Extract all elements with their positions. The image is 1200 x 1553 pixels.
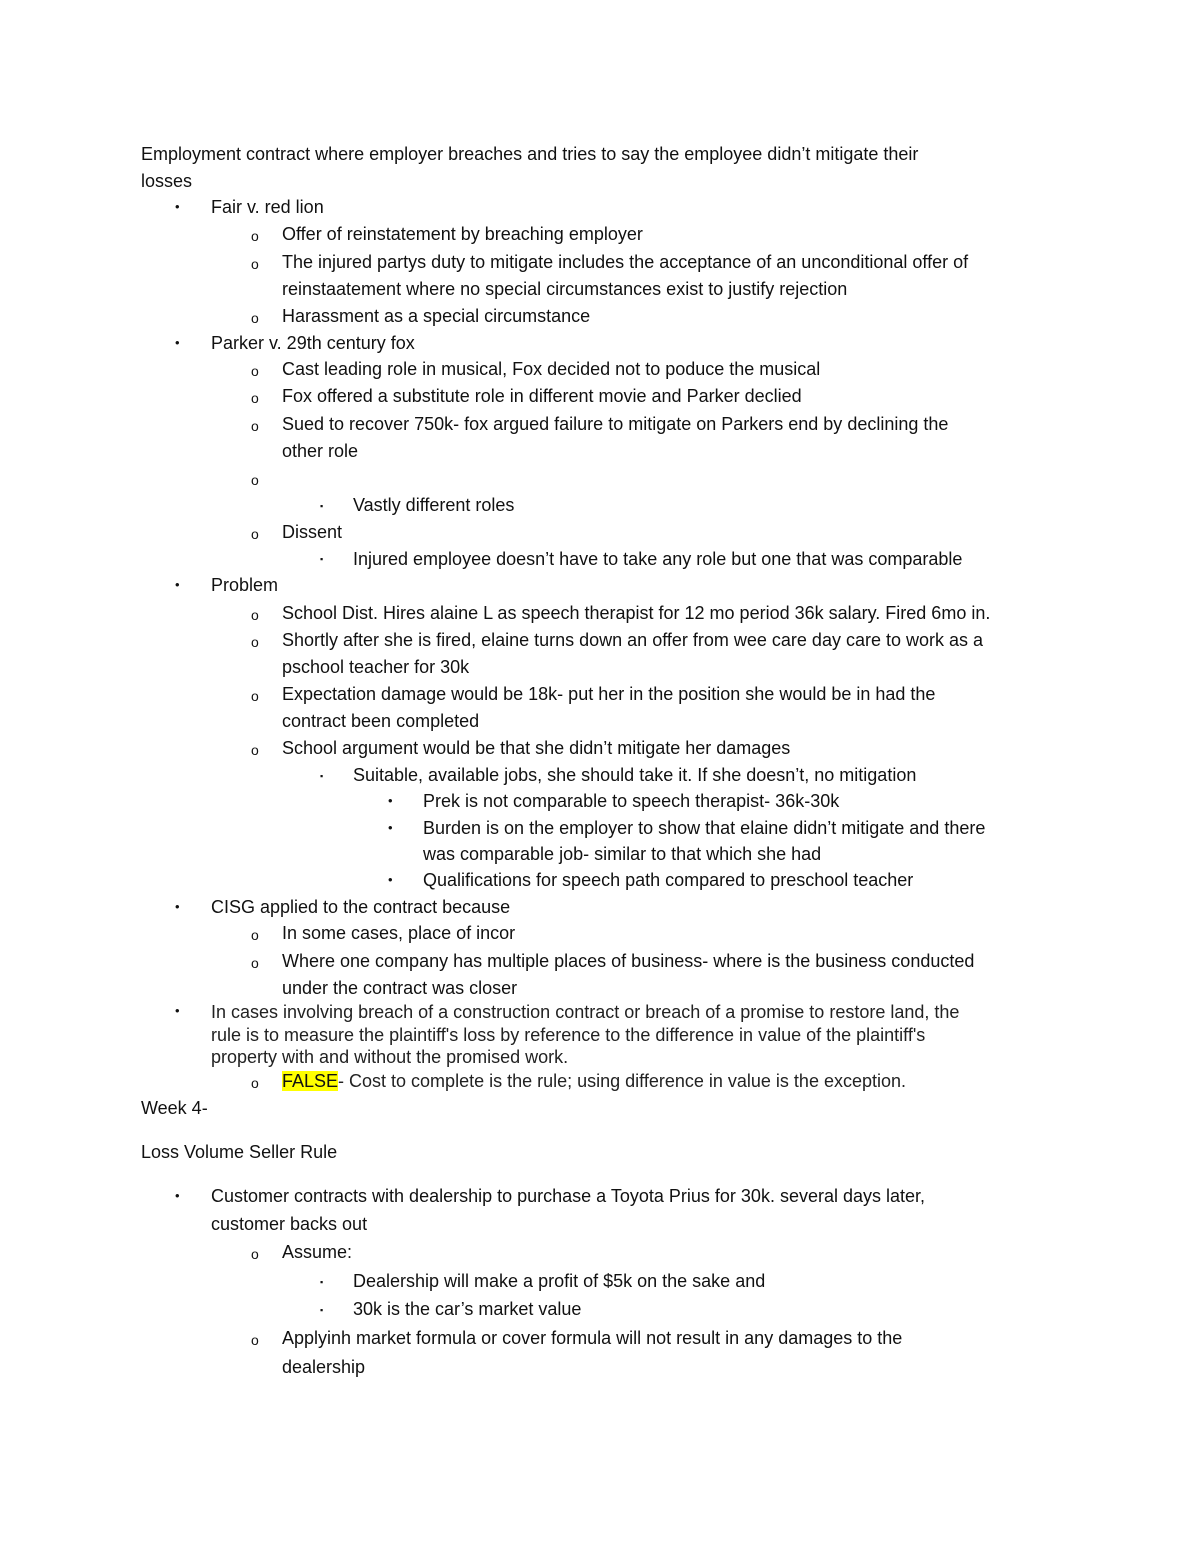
problem-point-2b: pschool teacher for 30k — [282, 657, 470, 677]
problem-detail-1: Prek is not comparable to speech therapist- 36k-30k — [423, 791, 840, 811]
bullet-circle-icon: o — [251, 418, 259, 434]
loss-volume-point-1a: Customer contracts with dealership to purchase a Toyota Prius for 30k. several days later, — [211, 1186, 926, 1206]
bullet-square-icon: ▪ — [320, 501, 324, 511]
problem-point-4: School argument would be that she didn’t mitigate her damages — [282, 738, 791, 758]
bullet-circle-icon: o — [251, 742, 259, 758]
fair-point-1: Offer of reinstatement by breaching employer — [282, 224, 643, 244]
answer-highlight: FALSE — [282, 1071, 339, 1091]
cisg-title: CISG applied to the contract because — [211, 897, 511, 917]
bullet-circle-icon: o — [251, 228, 259, 244]
problem-point-3b: contract been completed — [282, 711, 480, 731]
bullet-circle-icon: o — [251, 363, 259, 379]
loss-volume-assume: Assume: — [282, 1242, 353, 1262]
bullet-square-icon: ▪ — [320, 771, 324, 781]
bullet-circle-icon: o — [251, 955, 259, 971]
fair-point-2b: reinstaatement where no special circumstances exist to justify rejection — [282, 279, 848, 299]
fair-point-2a: The injured partys duty to mitigate includes the acceptance of an unconditional offer of — [282, 252, 969, 272]
construction-line-1: In cases involving breach of a construction contract or breach of a promise to restore land, the — [211, 1002, 960, 1022]
bullet-circle-icon: o — [251, 607, 259, 623]
bullet-dot-icon: • — [388, 820, 393, 835]
bullet-dot-icon: • — [175, 1003, 180, 1018]
loss-volume-apply-b: dealership — [282, 1357, 366, 1377]
cisg-point-1: In some cases, place of incor — [282, 923, 516, 943]
bullet-dot-icon: • — [388, 793, 393, 808]
bullet-circle-icon: o — [251, 472, 259, 488]
parker-sub-point: Vastly different roles — [353, 495, 515, 515]
loss-volume-assume-1: Dealership will make a profit of $5k on the sake and — [353, 1271, 766, 1291]
construction-line-3: property with and without the promised work. — [211, 1047, 569, 1067]
bullet-dot-icon: • — [175, 335, 180, 350]
bullet-circle-icon: o — [251, 1246, 259, 1262]
bullet-circle-icon: o — [251, 310, 259, 326]
problem-detail-3: Qualifications for speech path compared to preschool teacher — [423, 870, 914, 890]
parker-point-3b: other role — [282, 441, 359, 461]
bullet-square-icon: ▪ — [320, 1277, 324, 1287]
cisg-point-2b: under the contract was closer — [282, 978, 518, 998]
bullet-circle-icon: o — [251, 634, 259, 650]
week-heading: Week 4- — [141, 1098, 208, 1118]
bullet-circle-icon: o — [251, 256, 259, 272]
parker-point-3a: Sued to recover 750k- fox argued failure to mitigate on Parkers end by declining the — [282, 414, 949, 434]
construction-line-2: rule is to measure the plaintiff's loss by reference to the difference in value of the plaintiff's — [211, 1025, 926, 1045]
answer-text: - Cost to complete is the rule; using difference in value is the exception. — [338, 1071, 907, 1091]
bullet-dot-icon: • — [175, 1188, 180, 1203]
loss-volume-heading: Loss Volume Seller Rule — [141, 1142, 338, 1162]
problem-sub-point: Suitable, available jobs, she should take it. If she doesn’t, no mitigation — [353, 765, 917, 785]
intro-line-2: losses — [141, 171, 193, 191]
parker-point-1: Cast leading role in musical, Fox decided not to poduce the musical — [282, 359, 821, 379]
loss-volume-assume-2: 30k is the car’s market value — [353, 1299, 582, 1319]
parker-dissent: Dissent — [282, 522, 343, 542]
bullet-dot-icon: • — [175, 199, 180, 214]
bullet-square-icon: ▪ — [320, 554, 324, 564]
bullet-circle-icon: o — [251, 927, 259, 943]
bullet-dot-icon: • — [388, 872, 393, 887]
bullet-dot-icon: • — [175, 899, 180, 914]
bullet-square-icon: ▪ — [320, 1305, 324, 1315]
problem-title: Problem — [211, 575, 279, 595]
fair-point-3: Harassment as a special circumstance — [282, 306, 591, 326]
bullet-circle-icon: o — [251, 390, 259, 406]
parker-point-2: Fox offered a substitute role in different movie and Parker declied — [282, 386, 802, 406]
problem-point-2a: Shortly after she is fired, elaine turns down an offer from wee care day care to work as a — [282, 630, 984, 650]
problem-point-3a: Expectation damage would be 18k- put her in the position she would be in had the — [282, 684, 936, 704]
bullet-circle-icon: o — [251, 526, 259, 542]
bullet-circle-icon: o — [251, 688, 259, 704]
loss-volume-apply-a: Applyinh market formula or cover formula will not result in any damages to the — [282, 1328, 903, 1348]
case-title-parker: Parker v. 29th century fox — [211, 333, 415, 353]
intro-line-1: Employment contract where employer breaches and tries to say the employee didn’t mitigate their — [141, 144, 919, 164]
case-title-fair: Fair v. red lion — [211, 197, 324, 217]
problem-detail-2b: was comparable job- similar to that which she had — [423, 844, 822, 864]
construction-answer — [282, 1071, 906, 1092]
parker-dissent-point: Injured employee doesn’t have to take any role but one that was comparable — [353, 549, 963, 569]
bullet-circle-icon: o — [251, 1332, 259, 1348]
problem-point-1: School Dist. Hires alaine L as speech therapist for 12 mo period 36k salary. Fired 6mo in. — [282, 603, 991, 623]
bullet-circle-icon: o — [251, 1075, 259, 1091]
cisg-point-2a: Where one company has multiple places of business- where is the business conducted — [282, 951, 975, 971]
problem-detail-2a: Burden is on the employer to show that elaine didn’t mitigate and there — [423, 818, 986, 838]
bullet-dot-icon: • — [175, 577, 180, 592]
loss-volume-point-1b: customer backs out — [211, 1214, 368, 1234]
